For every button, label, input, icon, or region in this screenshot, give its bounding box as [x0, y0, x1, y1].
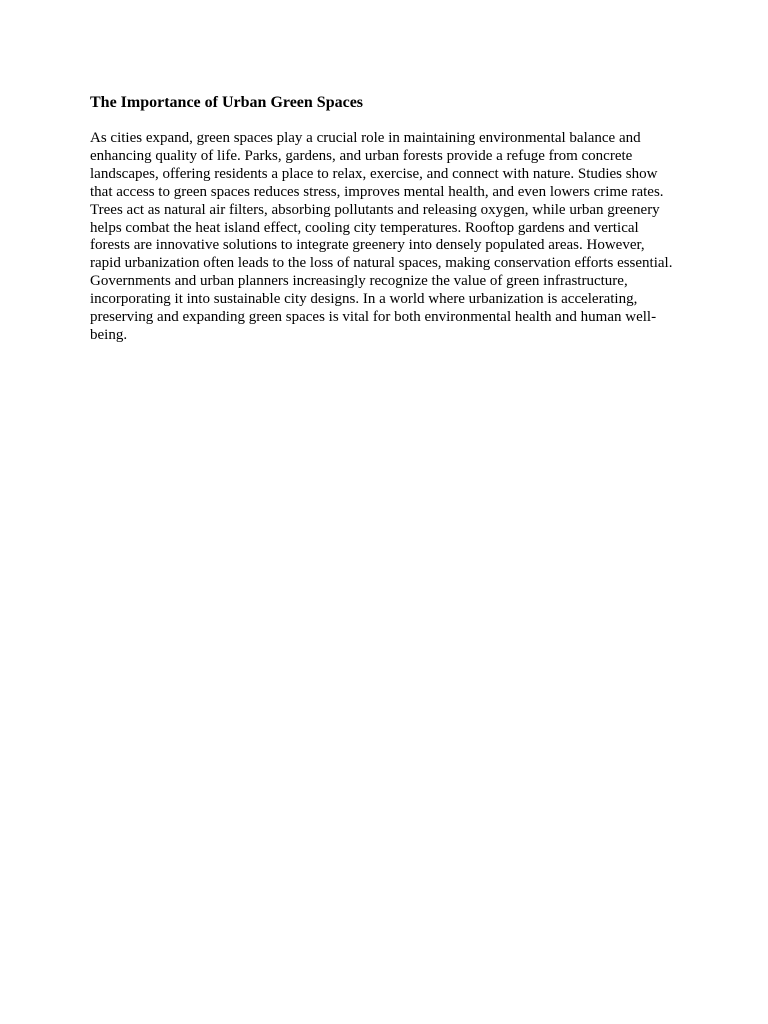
body-line: enhancing quality of life. Parks, gardens, and urban forests provide a refuge from concrete — [90, 147, 633, 164]
body-line: preserving and expanding green spaces is vital for both environmental health and human well- — [90, 309, 657, 326]
document-body-paragraph — [90, 130, 690, 345]
body-line: being. — [90, 326, 128, 343]
body-line: landscapes, offering residents a place to relax, exercise, and connect with nature. Studies show — [90, 165, 658, 182]
body-line: rapid urbanization often leads to the loss of natural spaces, making conservation efforts essential. — [90, 255, 673, 272]
body-line: Trees act as natural air filters, absorbing pollutants and releasing oxygen, while urban greenery — [90, 201, 660, 218]
body-line: helps combat the heat island effect, cooling city temperatures. Rooftop gardens and vertical — [90, 219, 639, 236]
body-line: that access to green spaces reduces stress, improves mental health, and even lowers crime rates. — [90, 183, 664, 200]
document-title: The Importance of Urban Green Spaces — [90, 94, 364, 111]
body-line: Governments and urban planners increasingly recognize the value of green infrastructure, — [90, 273, 628, 290]
body-line: forests are innovative solutions to integrate greenery into densely populated areas. However, — [90, 237, 645, 254]
body-line: incorporating it into sustainable city designs. In a world where urbanization is accelerating, — [90, 291, 638, 308]
body-line: As cities expand, green spaces play a crucial role in maintaining environmental balance and — [90, 130, 641, 146]
document-content — [90, 92, 690, 345]
